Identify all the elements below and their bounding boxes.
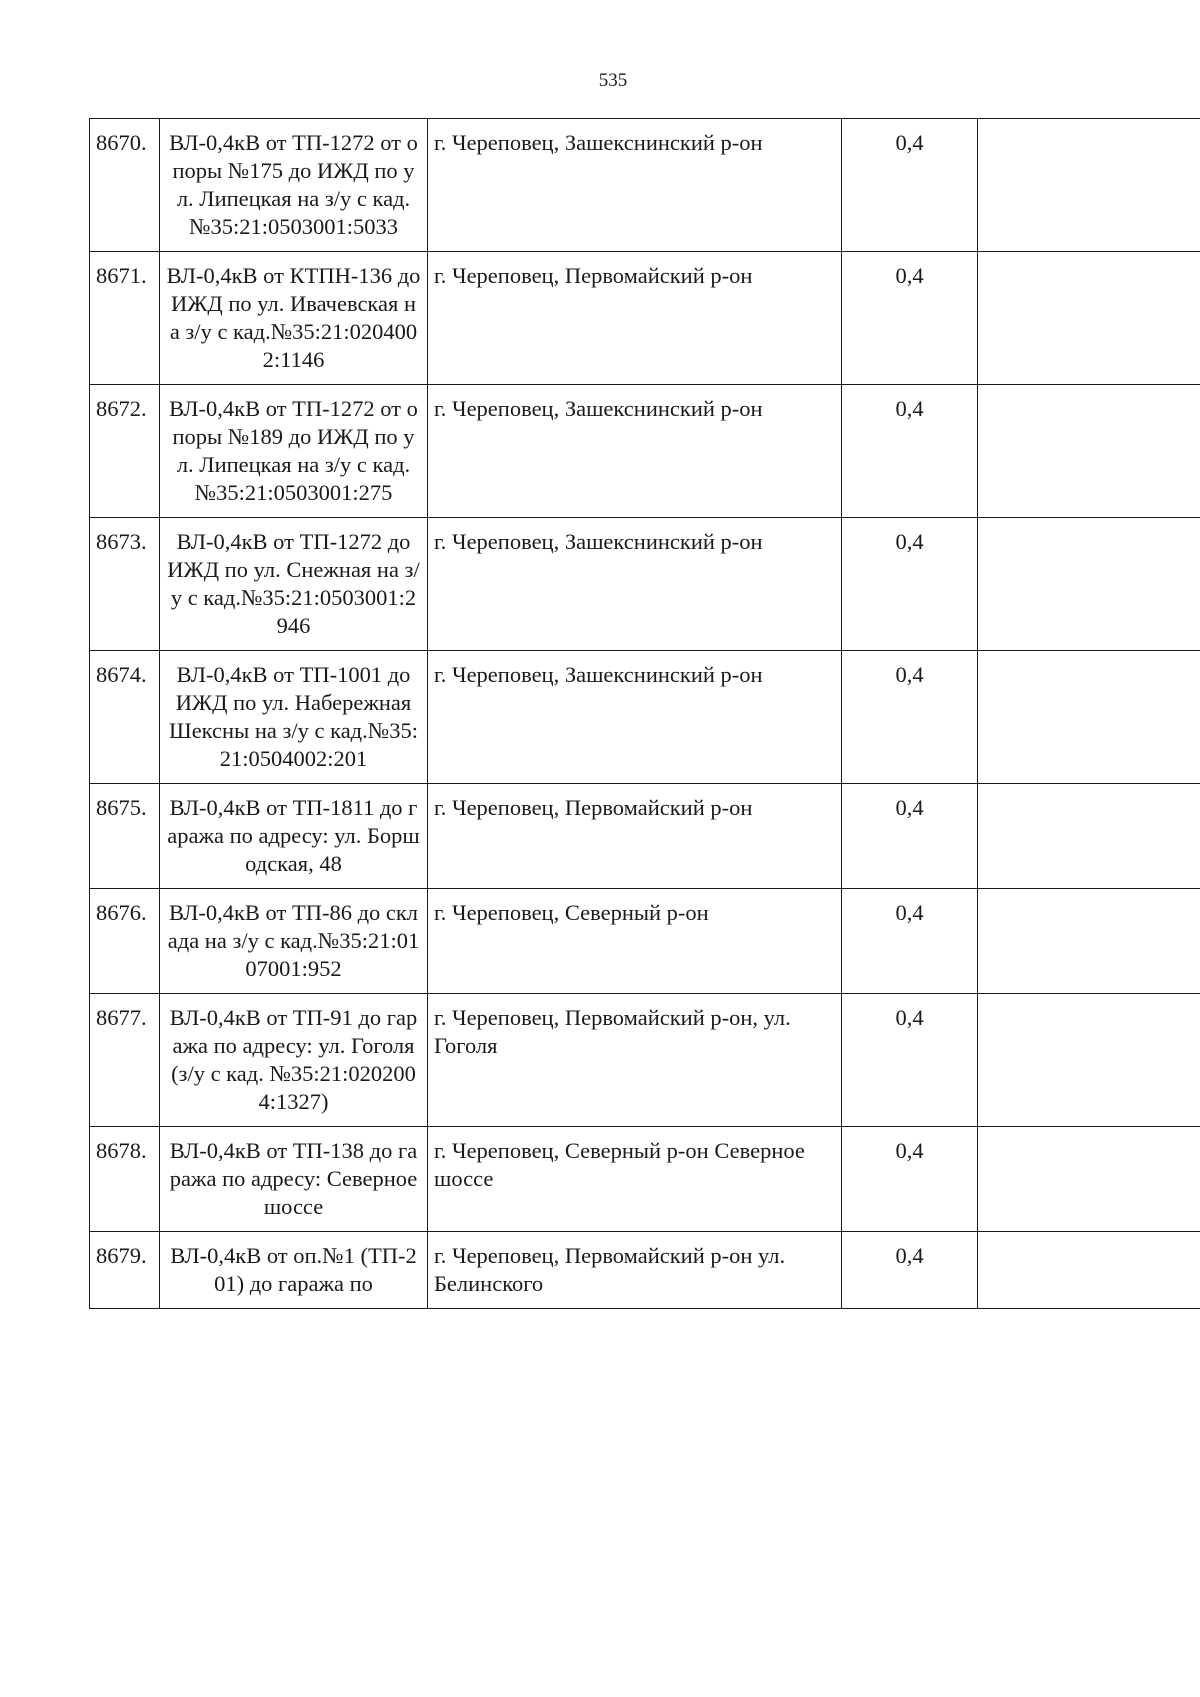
voltage-cell: 0,4 (842, 1232, 978, 1309)
voltage-cell: 0,4 (842, 994, 978, 1127)
voltage-cell: 0,4 (842, 1127, 978, 1232)
address-cell: г. Череповец, Первомайский р-он, ул. Гоголя (428, 994, 842, 1127)
table-row (90, 784, 1200, 889)
address-cell: г. Череповец, Зашекснинский р-он (428, 119, 842, 252)
object-name-cell: ВЛ-0,4кВ от ТП-1272 до ИЖД по ул. Снежная на з/у с кад.№35:21:0503001:2946 (160, 518, 428, 651)
page-number: 535 (598, 70, 628, 91)
object-name-cell: ВЛ-0,4кВ от ТП-138 до гаража по адресу: Северное шоссе (160, 1127, 428, 1232)
address-cell: г. Череповец, Северный р-он Северное шоссе (428, 1127, 842, 1232)
row-number-cell: 8676. (90, 889, 160, 994)
voltage-cell: 0,4 (842, 889, 978, 994)
row-number-cell: 8673. (90, 518, 160, 651)
registry-table (89, 118, 1200, 1309)
table-row (90, 994, 1200, 1127)
empty-cell (978, 119, 1200, 252)
table-row (90, 119, 1200, 252)
voltage-cell: 0,4 (842, 385, 978, 518)
empty-cell (978, 1127, 1200, 1232)
row-number-cell: 8677. (90, 994, 160, 1127)
row-number-cell: 8675. (90, 784, 160, 889)
address-cell: г. Череповец, Первомайский р-он (428, 784, 842, 889)
row-number-cell: 8678. (90, 1127, 160, 1232)
object-name-cell: ВЛ-0,4кВ от КТПН-136 до ИЖД по ул. Ивачевская на з/у с кад.№35:21:0204002:1146 (160, 252, 428, 385)
table-row (90, 385, 1200, 518)
empty-cell (978, 385, 1200, 518)
voltage-cell: 0,4 (842, 784, 978, 889)
object-name-cell: ВЛ-0,4кВ от ТП-1001 до ИЖД по ул. Набережная Шексны на з/у с кад.№35:21:0504002:201 (160, 651, 428, 784)
address-cell: г. Череповец, Зашекснинский р-он (428, 651, 842, 784)
object-name-cell: ВЛ-0,4кВ от ТП-1272 от опоры №189 до ИЖД по ул. Липецкая на з/у с кад.№35:21:0503001:275 (160, 385, 428, 518)
registry-table-body (90, 119, 1200, 1309)
address-cell: г. Череповец, Первомайский р-он (428, 252, 842, 385)
object-name-cell: ВЛ-0,4кВ от оп.№1 (ТП-201) до гаража по (160, 1232, 428, 1309)
voltage-cell: 0,4 (842, 119, 978, 252)
empty-cell (978, 252, 1200, 385)
voltage-cell: 0,4 (842, 252, 978, 385)
address-cell: г. Череповец, Зашекснинский р-он (428, 518, 842, 651)
row-number-cell: 8672. (90, 385, 160, 518)
address-cell: г. Череповец, Северный р-он (428, 889, 842, 994)
empty-cell (978, 1232, 1200, 1309)
object-name-cell: ВЛ-0,4кВ от ТП-1811 до гаража по адресу: ул. Боршодская, 48 (160, 784, 428, 889)
object-name-cell: ВЛ-0,4кВ от ТП-1272 от опоры №175 до ИЖД по ул. Липецкая на з/у с кад.№35:21:0503001:5033 (160, 119, 428, 252)
address-cell: г. Череповец, Зашекснинский р-он (428, 385, 842, 518)
table-row (90, 889, 1200, 994)
row-number-cell: 8670. (90, 119, 160, 252)
table-row (90, 1127, 1200, 1232)
address-cell: г. Череповец, Первомайский р-он ул. Белинского (428, 1232, 842, 1309)
object-name-cell: ВЛ-0,4кВ от ТП-91 до гаража по адресу: ул. Гоголя (з/у с кад. №35:21:0202004:1327) (160, 994, 428, 1127)
object-name-cell: ВЛ-0,4кВ от ТП-86 до склада на з/у с кад.№35:21:0107001:952 (160, 889, 428, 994)
table-row (90, 518, 1200, 651)
empty-cell (978, 784, 1200, 889)
voltage-cell: 0,4 (842, 518, 978, 651)
empty-cell (978, 994, 1200, 1127)
empty-cell (978, 518, 1200, 651)
voltage-cell: 0,4 (842, 651, 978, 784)
row-number-cell: 8679. (90, 1232, 160, 1309)
empty-cell (978, 651, 1200, 784)
table-row (90, 1232, 1200, 1309)
empty-cell (978, 889, 1200, 994)
table-row (90, 252, 1200, 385)
row-number-cell: 8674. (90, 651, 160, 784)
table-row (90, 651, 1200, 784)
row-number-cell: 8671. (90, 252, 160, 385)
